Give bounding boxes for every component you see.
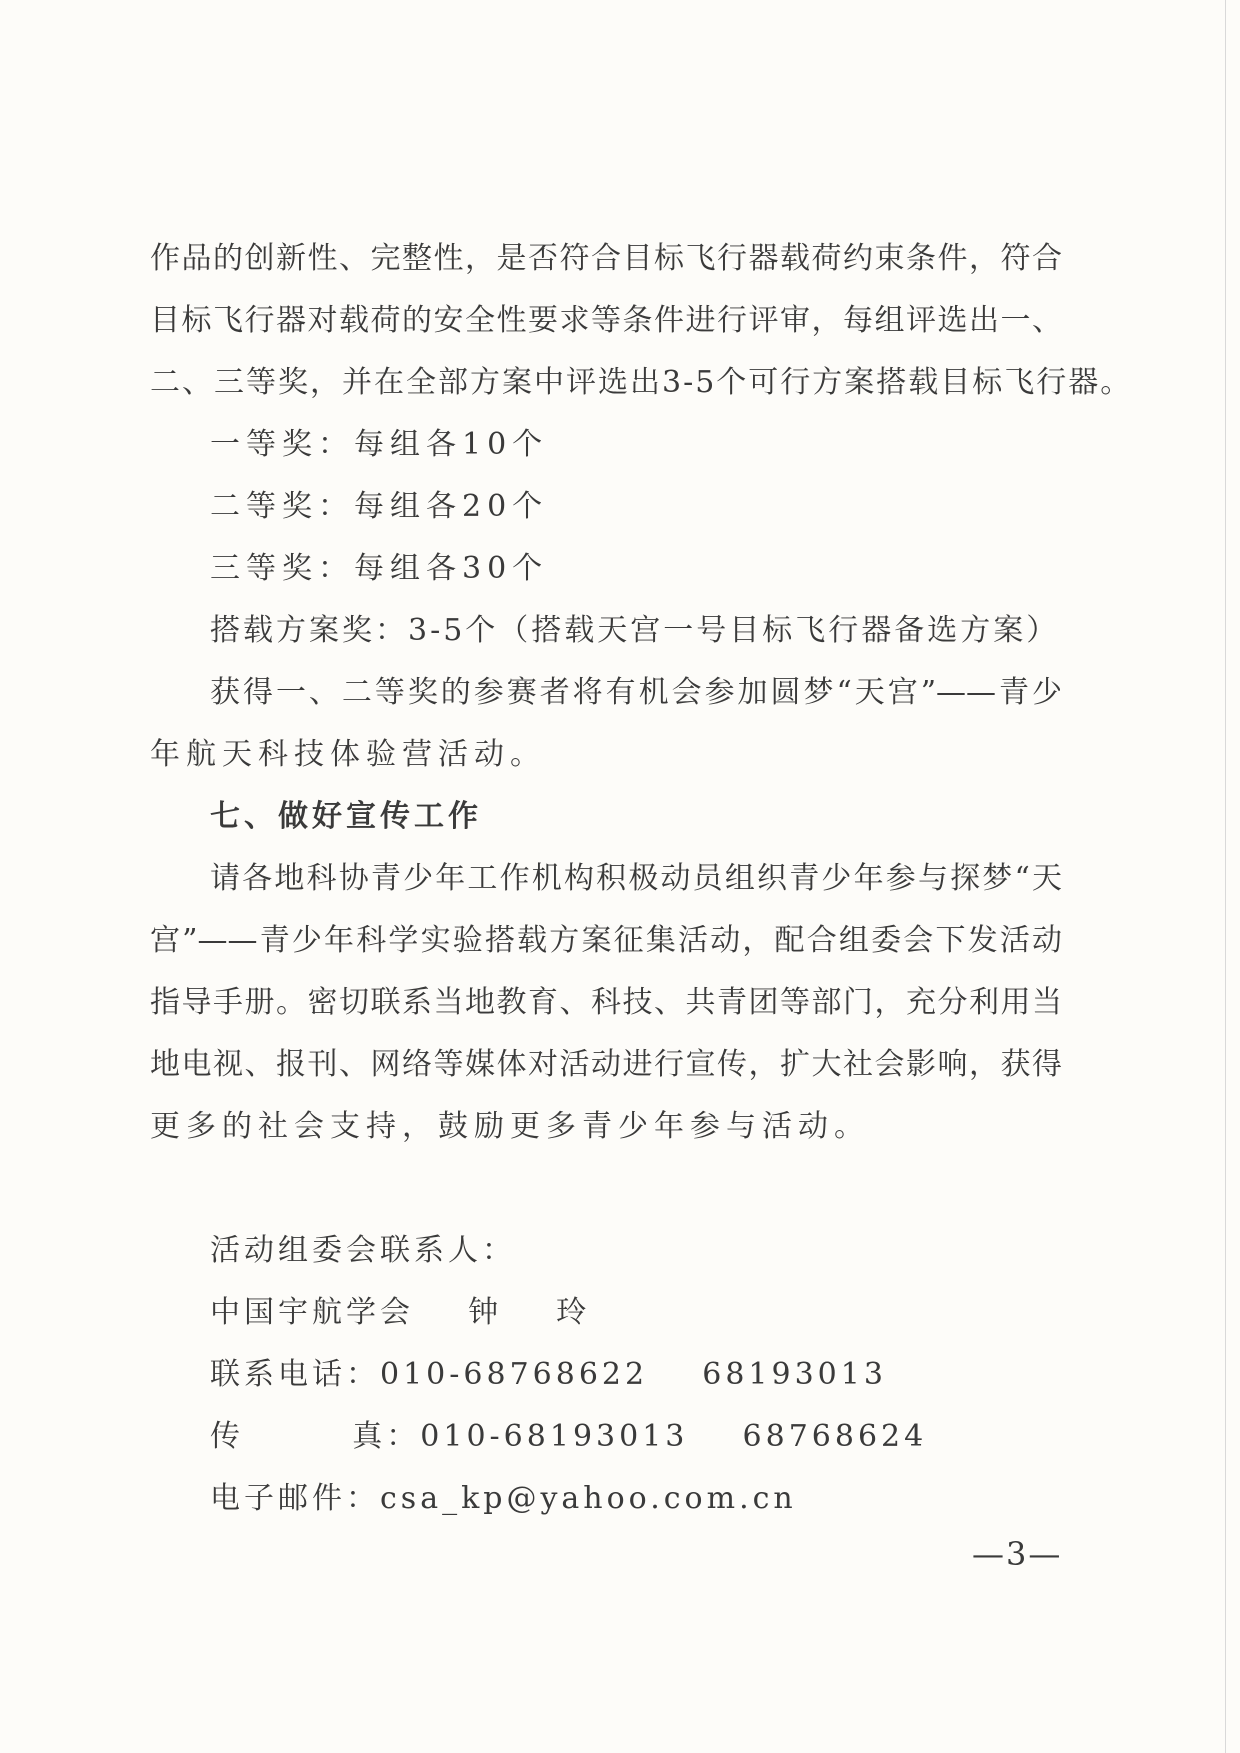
contact-heading: 活动组委会联系人： [210, 1233, 516, 1268]
contact-fax: 传 真：010-68193013 68768624 [210, 1419, 928, 1454]
paragraph-line: 请各地科协青少年工作机构积极动员组织青少年参与探梦“天 [210, 861, 1062, 896]
paragraph-line: 指导手册。密切联系当地教育、科技、共青团等部门，充分利用当 [150, 985, 1062, 1020]
page-edge-line [1225, 0, 1226, 1753]
document-body [150, 228, 1133, 1530]
section-heading: 七、做好宣传工作 [210, 799, 482, 834]
contact-phone: 联系电话：010-68768622 68193013 [210, 1357, 887, 1392]
paragraph-line: 年航天科技体验营活动。 [150, 737, 546, 772]
contact-organization: 中国宇航学会 钟 玲 [210, 1295, 591, 1330]
spacer [150, 1158, 1062, 1220]
contact-email: 电子邮件：csa_kp@yahoo.com.cn [210, 1481, 797, 1516]
paragraph-line: 二、三等奖，并在全部方案中评选出3-5个可行方案搭载目标飞行器。 [150, 365, 1133, 400]
award-carrying-plan: 搭载方案奖：3-5个（搭载天宫一号目标飞行器备选方案） [210, 613, 1060, 648]
paragraph-line: 作品的创新性、完整性，是否符合目标飞行器载荷约束条件，符合 [150, 241, 1062, 276]
contact-block [150, 1220, 1062, 1530]
paragraph-line: 获得一、二等奖的参赛者将有机会参加圆梦“天宫”——青少 [210, 675, 1062, 710]
award-first-prize: 一等奖：每组各10个 [210, 427, 549, 462]
award-second-prize: 二等奖：每组各20个 [210, 489, 549, 524]
paragraph-line: 地电视、报刊、网络等媒体对活动进行宣传，扩大社会影响，获得 [150, 1047, 1062, 1082]
paragraph-line: 宫”——青少年科学实验搭载方案征集活动，配合组委会下发活动 [150, 923, 1062, 958]
paragraph-line: 更多的社会支持，鼓励更多青少年参与活动。 [150, 1109, 870, 1144]
paragraph-line: 目标飞行器对载荷的安全性要求等条件进行评审，每组评选出一、 [150, 303, 1062, 338]
award-third-prize: 三等奖：每组各30个 [210, 551, 549, 586]
page-number: —3— [972, 1535, 1063, 1573]
